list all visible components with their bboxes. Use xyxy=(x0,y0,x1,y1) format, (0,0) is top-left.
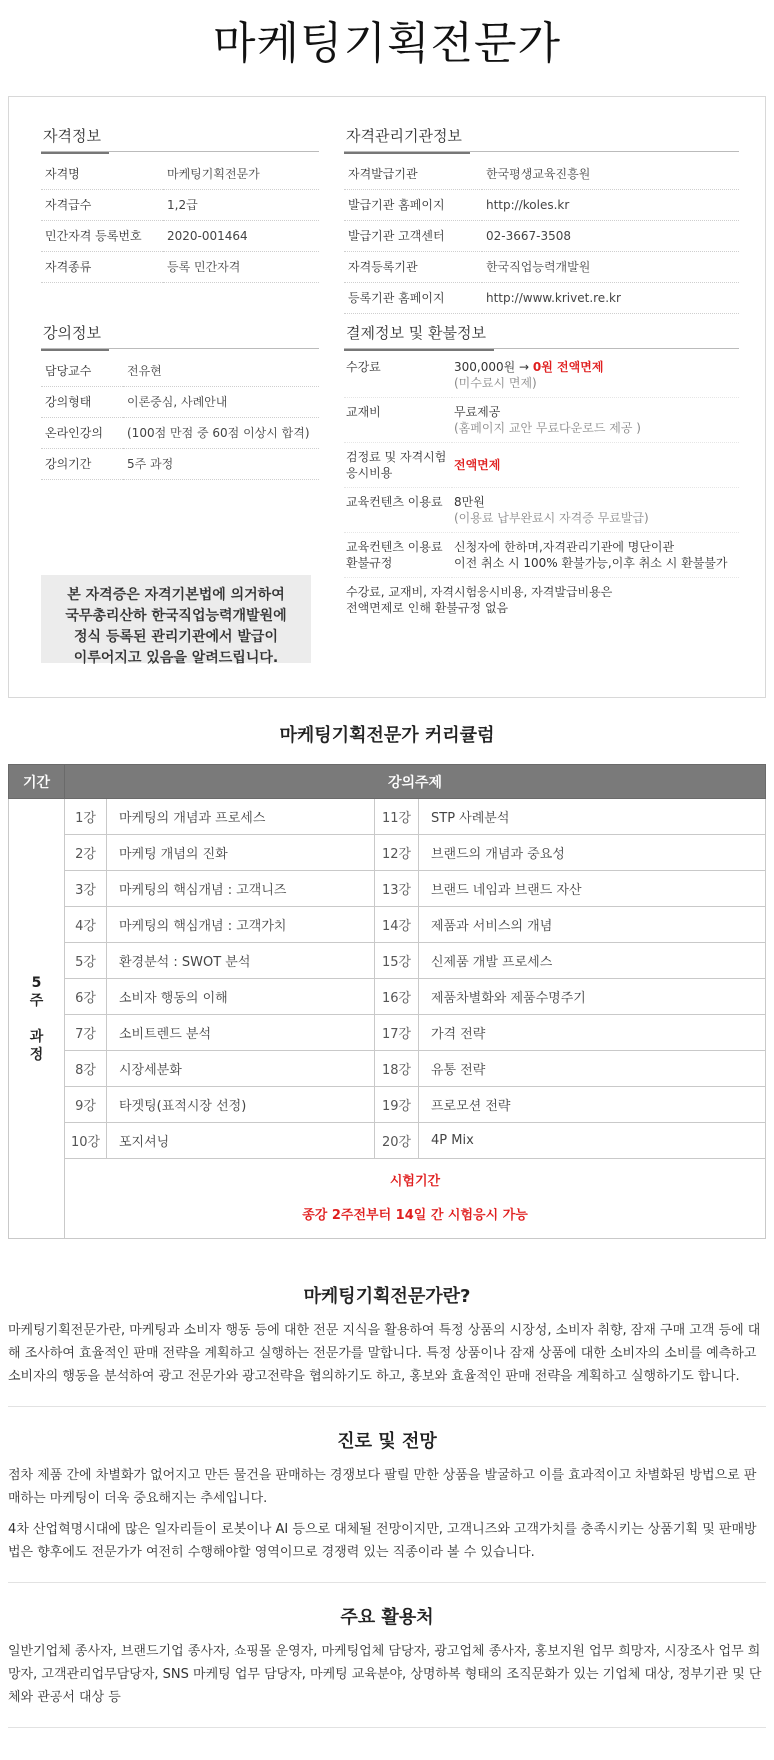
usage-paragraph: 일반기업체 종사자, 브랜드기업 종사자, 쇼핑몰 운영자, 마케팅업체 담당자, 광고업체 종사자, 홍보지원 업무 희망자, 시장조사 업무 희망자, 고객관리업무담당자, SNS 마케팅 업무 담당자, 마케팅 교육분야, 상명하복 형태의 조직문화가 있는 기업체 대상, 정부기관 및 단체와 관공서 대상 등 xyxy=(8,1644,762,1705)
career-paragraph-1: 점차 제품 간에 차별화가 없어지고 만든 물건을 판매하는 경쟁보다 팔릴 만한 상품을 발굴하고 이를 효과적이고 차별화된 방법으로 판매하는 마케팅이 더욱 중요해지는 추세입니다. xyxy=(8,1468,757,1506)
table-row: 담당교수 전유현 xyxy=(41,355,319,386)
lecture-info-section xyxy=(41,322,319,480)
homepage-link[interactable]: http://www.krivet.re.kr xyxy=(482,282,739,313)
career-section xyxy=(8,1420,766,1564)
table-row: 교육컨텐츠 이용료 8만원 (이용료 납부완료시 자격증 무료발급) xyxy=(344,488,739,533)
payment-section xyxy=(344,322,739,622)
table-row: 4강 마케팅의 핵심개념 : 고객가치 14강 제품과 서비스의 개념 xyxy=(9,907,766,943)
table-row: 9강 타겟팅(표적시장 선정) 19강 프로모션 전략 xyxy=(9,1087,766,1123)
curriculum-header-row xyxy=(9,765,766,799)
curriculum-title: 마케팅기획전문가 커리큘럼 xyxy=(279,725,495,746)
table-row: 자격종류 등록 민간자격 xyxy=(41,251,319,282)
homepage-link[interactable]: http://koles.kr xyxy=(482,189,739,220)
table-row: 검정료 및 자격시험 응시비용 전액면제 xyxy=(344,443,739,488)
divider xyxy=(8,1406,766,1420)
table-row: 자격급수 1,2급 xyxy=(41,189,319,220)
lecture-info-table xyxy=(41,355,319,480)
what-paragraph: 마케팅기획전문가란, 마케팅과 소비자 행동 등에 대한 전문 지식을 활용하여 특정 상품의 시장성, 소비자 취향, 잠재 구매 고객 등에 대해 조사하여 효율적인 판매 전략을 계획하고 실행하는 전문가를 말합니다. 특정 상품이나 잠재 상품에 대한 소비자의 소비를 예측하고 소비자의 행동을 분석하여 광고 전문가와 광고전략을 협의하기도 하고, 홍보와 효율적인 판매 전략을 계획하고 실행하기도 합니다. xyxy=(8,1323,761,1384)
payment-heading: 결제정보 및 환불정보 xyxy=(344,322,739,349)
divider xyxy=(8,1582,766,1596)
table-row: 교육컨텐츠 이용료 환불규정 신청자에 한하며,자격관리기관에 명단이관 이전 취소 시 100% 환불가능,이후 취소 시 환불불가 xyxy=(344,533,739,578)
table-row: 발급기관 홈페이지 http://koles.kr xyxy=(344,189,739,220)
table-row: 5 주 과 정 1강 마케팅의 개념과 프로세스 11강 STP 사례분석 xyxy=(9,799,766,835)
table-row: 등록기관 홈페이지 http://www.krivet.re.kr xyxy=(344,282,739,313)
career-paragraph-2: 4차 산업혁명시대에 많은 일자리들이 로봇이나 AI 등으로 대체될 전망이지만, 고객니즈와 고객가치를 충족시키는 상품기획 및 판매방법은 향후에도 전문가가 여전히 수행해야할 영역이므로 경쟁력 있는 직종이라 볼 수 있습니다. xyxy=(8,1522,757,1560)
career-title: 진로 및 전망 xyxy=(337,1431,437,1452)
org-info-section xyxy=(344,125,739,314)
usage-section xyxy=(8,1596,766,1709)
table-row: 수강료, 교재비, 자격시험응시비용, 자격발급비용은 전액면제로 인해 환불규정 없음 xyxy=(346,585,613,615)
qual-info-section xyxy=(41,125,319,283)
table-row: 10강 포지셔닝 20강 4P Mix xyxy=(9,1123,766,1159)
payment-table xyxy=(344,353,739,622)
exam-period-cell: 시험기간 종강 2주전부터 14일 간 시험응시 가능 xyxy=(65,1159,766,1239)
free-badge: 0원 전액면제 xyxy=(532,360,604,374)
curriculum-table xyxy=(8,764,766,1239)
org-info-heading: 자격관리기관정보 xyxy=(344,125,739,152)
table-row: 강의형태 이론중심, 사례안내 xyxy=(41,386,319,417)
table-row: 5강 환경분석 : SWOT 분석 15강 신제품 개발 프로세스 xyxy=(9,943,766,979)
page-title: 마케팅기획전문가 xyxy=(212,18,562,69)
info-box xyxy=(8,96,766,698)
qual-info-heading: 자격정보 xyxy=(41,125,319,152)
table-row: 발급기관 고객센터 02-3667-3508 xyxy=(344,220,739,251)
usage-title: 주요 활용처 xyxy=(340,1607,434,1628)
qual-info-table xyxy=(41,158,319,283)
table-row: 강의기간 5주 과정 xyxy=(41,448,319,479)
period-cell: 5 주 과 정 xyxy=(9,799,65,1239)
table-row: 교재비 무료제공 (홈페이지 교안 무료다운로드 제공 ) xyxy=(344,398,739,443)
lecture-info-heading: 강의정보 xyxy=(41,322,319,349)
table-row: 수강료 300,000원 → 0원 전액면제 (미수료시 면제) xyxy=(344,353,739,398)
org-info-table xyxy=(344,158,739,314)
table-row: 8강 시장세분화 18강 유통 전략 xyxy=(9,1051,766,1087)
what-section xyxy=(8,1275,766,1388)
table-row: 온라인강의 (100점 만점 중 60점 이상시 합격) xyxy=(41,417,319,448)
table-row: 자격발급기관 한국평생교육진흥원 xyxy=(344,158,739,189)
table-row: 3강 마케팅의 핵심개념 : 고객니즈 13강 브랜드 네임과 브랜드 자산 xyxy=(9,871,766,907)
table-row: 자격등록기관 한국직업능력개발원 xyxy=(344,251,739,282)
exam-free-badge: 전액면제 xyxy=(454,458,501,472)
table-row: 7강 소비트렌드 분석 17강 가격 전략 xyxy=(9,1015,766,1051)
notice-box: 본 자격증은 자격기본법에 의거하여 국무총리산하 한국직업능력개발원에 정식 등록된 관리기관에서 발급이 이루어지고 있음을 알려드립니다. xyxy=(41,575,311,663)
topic-header: 강의주제 xyxy=(65,765,766,799)
what-title: 마케팅기획전문가란? xyxy=(303,1286,471,1307)
table-row: 자격명 마케팅기획전문가 xyxy=(41,158,319,189)
exam-row xyxy=(9,1159,766,1239)
divider xyxy=(8,1727,766,1741)
period-header: 기간 xyxy=(9,765,65,799)
table-row: 6강 소비자 행동의 이해 16강 제품차별화와 제품수명주기 xyxy=(9,979,766,1015)
table-row: 2강 마케팅 개념의 진화 12강 브랜드의 개념과 중요성 xyxy=(9,835,766,871)
table-row: 민간자격 등록번호 2020-001464 xyxy=(41,220,319,251)
